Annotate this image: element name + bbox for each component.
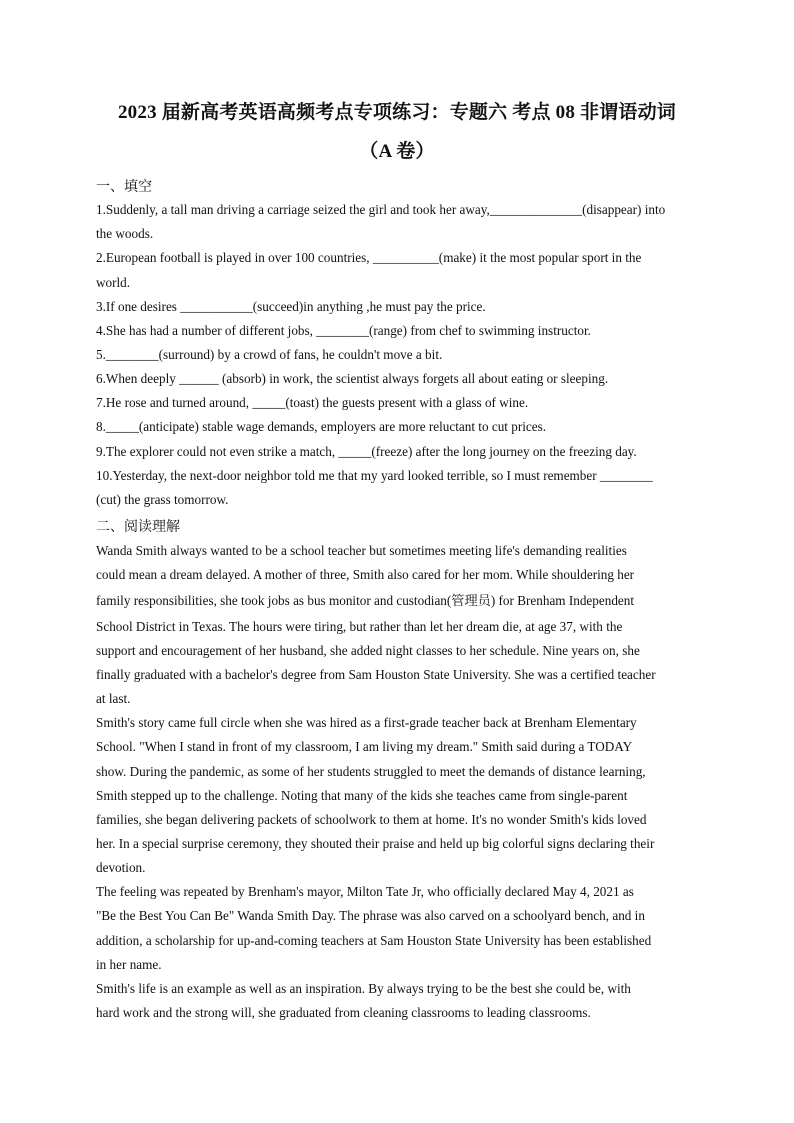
- fill-line: world.: [96, 275, 131, 290]
- reading-line: family responsibilities, she took jobs as bus monitor and custodian(管理员) for Brenham Independent: [96, 593, 635, 608]
- fill-line: 5.________(surround) by a crowd of fans, he couldn't move a bit.: [96, 347, 443, 362]
- fill-line: 1.Suddenly, a tall man driving a carriage seized the girl and took her away,______________(disappear) into: [96, 202, 666, 217]
- section-heading-fill-in: 一、填空: [96, 179, 152, 195]
- fill-line: 4.She has had a number of different jobs, ________(range) from chef to swimming instructor.: [96, 323, 591, 338]
- fill-line: 2.European football is played in over 100 countries, __________(make) it the most popular sport in the: [96, 250, 642, 265]
- reading-line: School District in Texas. The hours were tiring, but rather than let her dream die, at age 37, with the: [96, 619, 623, 634]
- fill-line: (cut) the grass tomorrow.: [96, 492, 229, 507]
- reading-line: families, she began delivering packets of schoolwork to them at home. It's no wonder Smith's kids loved: [96, 812, 647, 827]
- fill-line: the woods.: [96, 226, 154, 241]
- fill-line: 3.If one desires ___________(succeed)in anything ,he must pay the price.: [96, 299, 486, 314]
- fill-line: 6.When deeply ______ (absorb) in work, the scientist always forgets all about eating or sleeping.: [96, 371, 609, 386]
- reading-line: support and encouragement of her husband, she added night classes to her schedule. Nine years on, she: [96, 643, 640, 658]
- reading-line: School. "When I stand in front of my classroom, I am living my dream." Smith said during a TODAY: [96, 739, 633, 754]
- reading-line: Smith stepped up to the challenge. Noting that many of the kids she teaches came from single-parent: [96, 788, 628, 803]
- reading-line: at last.: [96, 691, 131, 706]
- reading-line: Smith's life is an example as well as an inspiration. By always trying to be the best she could be, with: [96, 981, 631, 996]
- document-title: 2023 届新高考英语高频考点专项练习：专题六 考点 08 非谓语动词: [117, 102, 676, 123]
- fill-line: 7.He rose and turned around, _____(toast) the guests present with a glass of wine.: [96, 395, 529, 410]
- reading-line: devotion.: [96, 860, 146, 875]
- fill-line: 8._____(anticipate) stable wage demands, employers are more reluctant to cut prices.: [96, 419, 547, 434]
- reading-line: show. During the pandemic, as some of her students struggled to meet the demands of distance learning,: [96, 764, 646, 779]
- document-subtitle: （A 卷）: [359, 141, 435, 162]
- reading-line: her. In a special surprise ceremony, they shouted their praise and held up big colorful signs declaring their: [96, 836, 655, 851]
- reading-line: could mean a dream delayed. A mother of three, Smith also cared for her mom. While shouldering her: [96, 567, 635, 582]
- reading-line: Wanda Smith always wanted to be a school teacher but sometimes meeting life's demanding realities: [96, 543, 627, 558]
- fill-line: 9.The explorer could not even strike a match, _____(freeze) after the long journey on the freezing day.: [96, 444, 637, 459]
- reading-line: addition, a scholarship for up-and-coming teachers at Sam Houston State University has been established: [96, 933, 652, 948]
- section-heading-reading: 二、阅读理解: [96, 519, 180, 535]
- fill-line: 10.Yesterday, the next-door neighbor told me that my yard looked terrible, so I must remember ________: [96, 468, 653, 483]
- reading-line: The feeling was repeated by Brenham's mayor, Milton Tate Jr, who officially declared May 4, 2021 as: [96, 884, 634, 899]
- reading-line: Smith's story came full circle when she was hired as a first-grade teacher back at Brenham Elementary: [96, 715, 637, 730]
- reading-line: in her name.: [96, 957, 162, 972]
- reading-line: hard work and the strong will, she graduated from cleaning classrooms to leading classrooms.: [96, 1005, 591, 1020]
- reading-line: "Be the Best You Can Be" Wanda Smith Day. The phrase was also carved on a schoolyard bench, and in: [96, 908, 645, 923]
- reading-line: finally graduated with a bachelor's degree from Sam Houston State University. She was a certified teacher: [96, 667, 656, 682]
